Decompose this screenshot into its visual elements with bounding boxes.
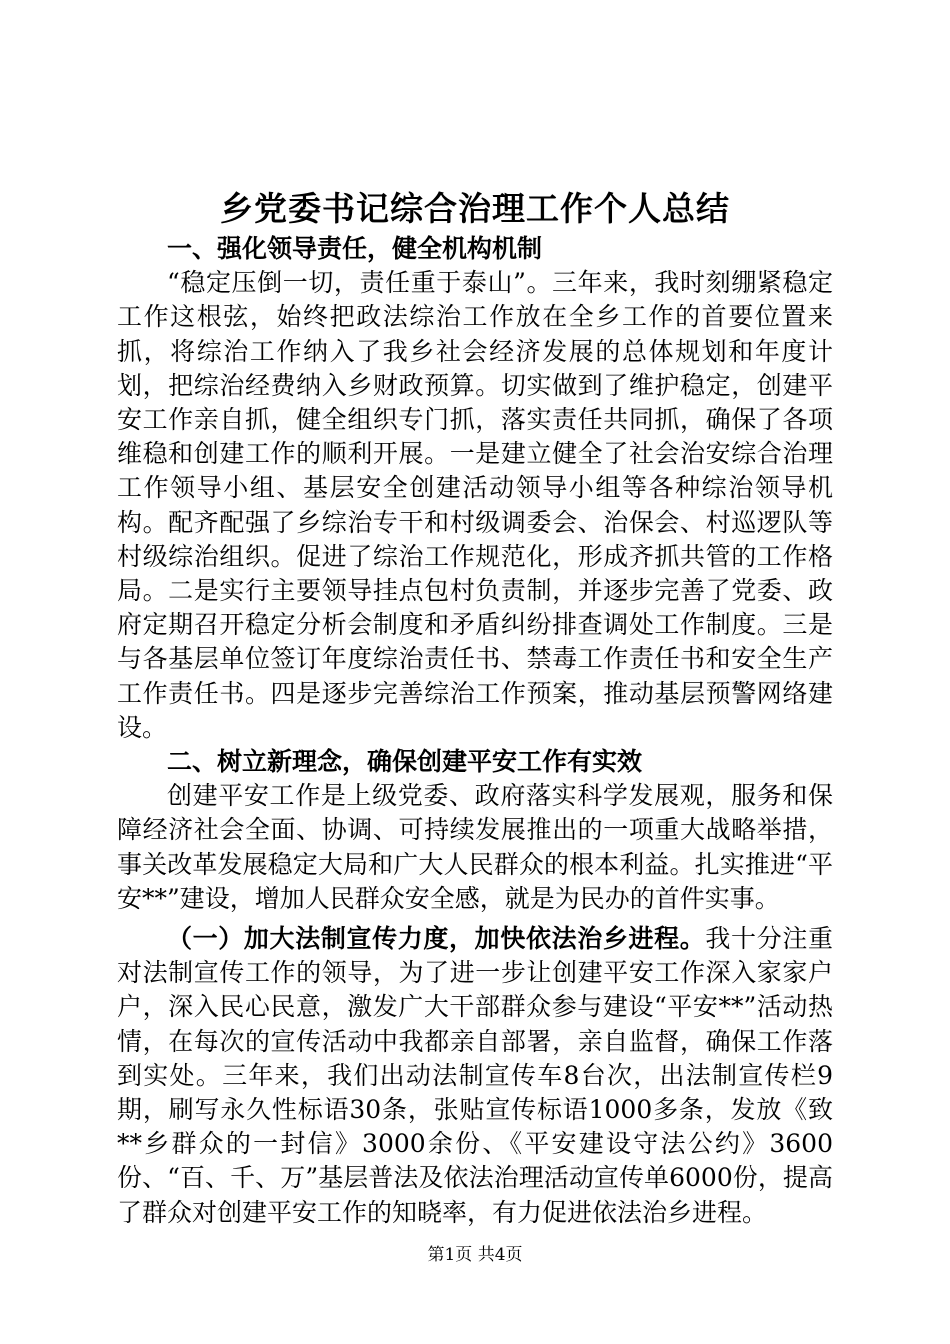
document-body [117,232,833,1230]
subsection-1-heading: （一）加大法制宣传力度，加快依法治乡进程。 [167,924,706,954]
section-2-heading: 二、树立新理念，确保创建平安工作有实效 [167,747,643,777]
subsection-1-text: 我十分注重对法制宣传工作的领导，为了进一步让创建平安工作深入家家户户，深入民心民意，激发广大干部群众参与建设“平安**”活动热情，在每次的宣传活动中我都亲自部署，亲自监督，确保工作落到实处。三年来，我们出动法制宣传车8台次，出法制宣传栏9期，刷写永久性标语30条，张贴宣传标语1000多条，发放《致**乡群众的一封信》3000余份、《平安建设守法公约》3600份、“百、千、万”基层普法及依法治理活动宣传单6000份，提高了群众对创建平安工作的知晓率，有力促进依法治乡进程。 [117,924,833,1227]
section-1-paragraph: “稳定压倒一切，责任重于泰山”。三年来，我时刻绷紧稳定工作这根弦，始终把政法综治工作放在全乡工作的首要位置来抓，将综治工作纳入了我乡社会经济发展的总体规划和年度计划，把综治经费纳入乡财政预算。切实做到了维护稳定，创建平安工作亲自抓，健全组织专门抓，落实责任共同抓，确保了各项维稳和创建工作的顺利开展。一是建立健全了社会治安综合治理工作领导小组、基层安全创建活动领导小组等各种综治领导机构。配齐配强了乡综治专干和村级调委会、治保会、村巡逻队等村级综治组织。促进了综治工作规范化，形成齐抓共管的工作格局。二是实行主要领导挂点包村负责制，并逐步完善了党委、政府定期召开稳定分析会制度和矛盾纠纷排查调处工作制度。三是与各基层单位签订年度综治责任书、禁毒工作责任书和安全生产工作责任书。四是逐步完善综治工作预案，推动基层预警网络建设。 [117,268,833,742]
section-1-heading: 一、强化领导责任，健全机构机制 [167,234,543,263]
subsection-1-paragraph [117,922,833,1230]
document-title: 乡党委书记综合治理工作个人总结 [220,189,730,228]
page-number-footer: 第1页 共4页 [427,1245,523,1265]
section-2-paragraph: 创建平安工作是上级党委、政府落实科学发展观，服务和保障经济社会全面、协调、可持续发展推出的一项重大战略举措，事关改革发展稳定大局和广大人民群众的根本利益。扎实推进“平安**”建设，增加人民群众安全感，就是为民办的首件实事。 [117,781,833,913]
